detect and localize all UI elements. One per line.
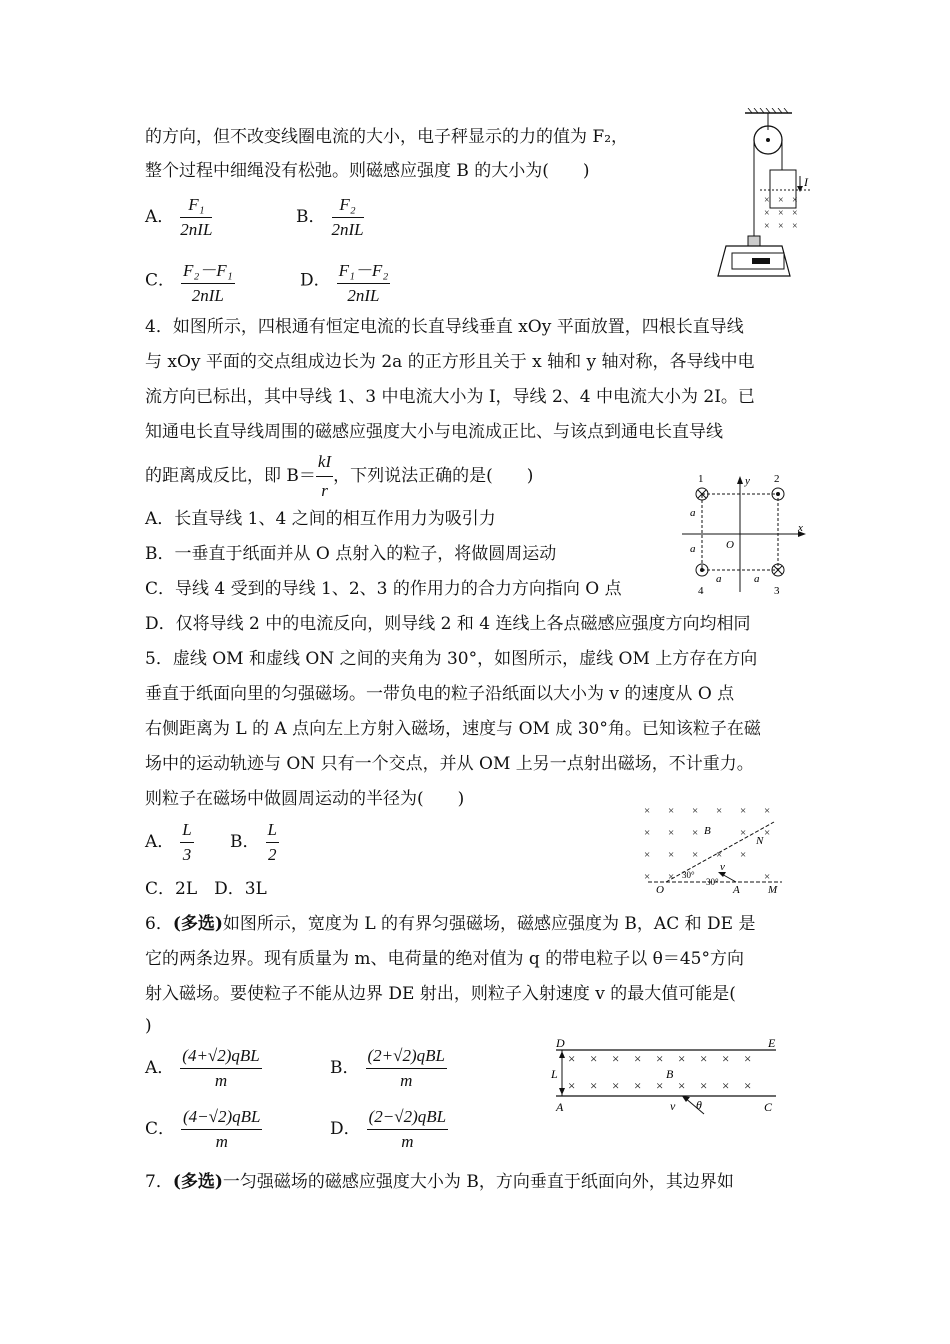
q5-line-4: 场中的运动轨迹与 ON 只有一个交点，并从 OM 上另一点射出磁场，不计重力。: [145, 754, 754, 774]
q5-line-5: 则粒子在磁场中做圆周运动的半径为( ): [145, 789, 465, 809]
svg-text:×: ×: [716, 849, 723, 861]
svg-text:a: a: [716, 573, 722, 585]
svg-text:×: ×: [744, 1051, 752, 1066]
svg-text:2: 2: [774, 473, 780, 485]
q5-option-b: B． $\frac{L}{2}$: [230, 820, 277, 864]
svg-text:×: ×: [634, 1051, 642, 1066]
q5-option-a: A． $\frac{L}{3}$: [145, 820, 192, 864]
svg-text:×: ×: [764, 827, 771, 839]
q5-options-cd: C．2L D．3L: [145, 879, 267, 899]
q4-line-5: 的距离成反比，即 B＝ $\frac{kI}{r}$ ，下列说法正确的是( ): [145, 452, 534, 500]
q5-line-2: 垂直于纸面向里的匀强磁场。一带负电的粒子沿纸面以大小为 v 的速度从 O 点: [145, 684, 735, 704]
q7-line-1: 7．(多选)一匀强磁场的磁感应强度大小为 B，方向垂直于纸面向外，其边界如: [145, 1172, 734, 1192]
q4-line-4: 知通电长直导线周围的磁感应强度大小与电流成正比、与该点到通电长直导线: [145, 422, 723, 442]
svg-text:30°: 30°: [682, 870, 695, 880]
svg-text:O: O: [726, 539, 734, 551]
q4-figure: [680, 472, 810, 600]
q4-line-3: 流方向已标出，其中导线 1、3 中电流大小为 I，导线 2、4 中电流大小为 2I。已: [145, 387, 755, 407]
svg-text:×: ×: [778, 195, 784, 206]
svg-text:L: L: [551, 1067, 558, 1081]
q3-option-b: B． $\frac{\text{F₂}}{\text{2nIL}}$: [296, 195, 364, 239]
svg-text:×: ×: [764, 195, 770, 206]
svg-text:×: ×: [764, 805, 771, 817]
svg-text:×: ×: [700, 1078, 708, 1093]
svg-text:×: ×: [792, 221, 798, 232]
q6-option-a: A． $\frac{\text{(4+√2)qBL}}{m}$: [145, 1046, 260, 1090]
svg-text:×: ×: [634, 1078, 642, 1093]
svg-text:×: ×: [656, 1078, 664, 1093]
q6-line-1: 6．(多选)如图所示，宽度为 L 的有界匀强磁场，磁感应强度为 B，AC 和 DE 是: [145, 914, 756, 934]
q6-option-d: D． $\frac{\text{(2−√2)qBL}}{m}$: [330, 1107, 447, 1151]
svg-text:D: D: [556, 1036, 565, 1050]
q6-option-b: B． $\frac{\text{(2+√2)qBL}}{m}$: [330, 1046, 445, 1090]
svg-text:×: ×: [778, 208, 784, 219]
svg-text:×: ×: [644, 805, 651, 817]
q5-line-3: 右侧距离为 L 的 A 点向左上方射入磁场，速度与 OM 成 30°角。已知该粒子在磁: [145, 719, 761, 739]
svg-text:A: A: [733, 884, 740, 896]
svg-text:×: ×: [668, 827, 675, 839]
q4-line-2: 与 xOy 平面的交点组成边长为 2a 的正方形且关于 x 轴和 y 轴对称，各导线中电: [145, 352, 755, 372]
svg-text:×: ×: [590, 1051, 598, 1066]
svg-text:C: C: [764, 1100, 773, 1114]
svg-text:×: ×: [700, 1051, 708, 1066]
q6-line-2: 它的两条边界。现有质量为 m、电荷量的绝对值为 q 的带电粒子以 θ＝45°方向: [145, 949, 744, 969]
q4-option-b: B．一垂直于纸面并从 O 点射入的粒子，将做圆周运动: [145, 544, 557, 564]
svg-text:3: 3: [774, 585, 780, 597]
svg-text:×: ×: [778, 221, 784, 232]
q5-figure: [640, 800, 790, 896]
svg-text:×: ×: [668, 805, 675, 817]
svg-text:B: B: [704, 825, 711, 837]
svg-text:×: ×: [678, 1051, 686, 1066]
q6-option-c: C． $\frac{\text{(4−√2)qBL}}{m}$: [145, 1107, 261, 1151]
svg-text:×: ×: [656, 1051, 664, 1066]
svg-text:a: a: [754, 573, 760, 585]
svg-text:×: ×: [644, 871, 651, 883]
svg-text:×: ×: [692, 849, 699, 861]
svg-text:×: ×: [612, 1078, 620, 1093]
svg-text:1: 1: [698, 473, 704, 485]
q5-line-1: 5．虚线 OM 和虚线 ON 之间的夹角为 30°，如图所示，虚线 OM 上方存在方向: [145, 649, 758, 669]
svg-text:×: ×: [764, 208, 770, 219]
q4-option-d: D．仅将导线 2 中的电流反向，则导线 2 和 4 连线上各点磁感应强度方向均相同: [145, 614, 751, 634]
svg-text:a: a: [690, 543, 696, 555]
svg-text:×: ×: [722, 1078, 730, 1093]
q4-option-a: A．长直导线 1、4 之间的相互作用力为吸引力: [145, 509, 496, 529]
svg-text:O: O: [656, 884, 664, 896]
svg-text:×: ×: [644, 827, 651, 839]
svg-text:×: ×: [692, 827, 699, 839]
q4-option-c: C．导线 4 受到的导线 1、2、3 的作用力的合力方向指向 O 点: [145, 579, 622, 599]
svg-text:×: ×: [612, 1051, 620, 1066]
svg-text:×: ×: [722, 1051, 730, 1066]
q3-option-c: C． $\frac{\text{F₂－F₁}}{\text{2nIL}}$: [145, 256, 235, 306]
svg-text:×: ×: [644, 849, 651, 861]
svg-text:×: ×: [692, 805, 699, 817]
svg-text:v: v: [720, 861, 725, 873]
svg-text:×: ×: [792, 208, 798, 219]
svg-text:×: ×: [740, 805, 747, 817]
q3-line-1: 的方向，但不改变线圈电流的大小，电子秤显示的力的值为 F₂，: [145, 127, 629, 147]
svg-text:v: v: [670, 1099, 676, 1113]
q3-option-a: A． $\frac{\text{F₁}}{\text{2nIL}}$: [145, 195, 213, 239]
svg-text:x: x: [798, 522, 803, 534]
svg-text:×: ×: [744, 1078, 752, 1093]
svg-text:a: a: [690, 507, 696, 519]
svg-text:×: ×: [764, 221, 770, 232]
svg-text:×: ×: [740, 827, 747, 839]
svg-text:×: ×: [764, 871, 771, 883]
wire-1-into-page: [696, 488, 708, 500]
q6-line-4: ): [145, 1016, 152, 1036]
svg-text:×: ×: [568, 1078, 576, 1093]
svg-text:×: ×: [668, 849, 675, 861]
q3-option-d: D． $\frac{\text{F₁－F₂}}{\text{2nIL}}$: [300, 256, 390, 306]
svg-text:M: M: [768, 884, 778, 896]
svg-text:y: y: [745, 475, 750, 487]
q3-current-label: I: [804, 175, 808, 189]
svg-text:×: ×: [792, 195, 798, 206]
svg-text:×: ×: [668, 871, 675, 883]
svg-text:×: ×: [716, 805, 723, 817]
q3-figure: [712, 108, 822, 283]
svg-text:4: 4: [698, 585, 704, 597]
q3-line-2: 整个过程中细绳没有松弛。则磁感应强度 B 的大小为( ): [145, 161, 590, 181]
svg-text:A: A: [556, 1100, 564, 1114]
svg-text:×: ×: [568, 1051, 576, 1066]
q6-line-3: 射入磁场。要使粒子不能从边界 DE 射出，则粒子入射速度 v 的最大值可能是(: [145, 984, 736, 1004]
svg-text:B: B: [666, 1067, 674, 1081]
q6-figure: [548, 1034, 784, 1116]
svg-text:N: N: [756, 835, 764, 847]
svg-text:30°: 30°: [706, 877, 719, 887]
svg-text:θ: θ: [696, 1098, 702, 1112]
svg-text:×: ×: [590, 1078, 598, 1093]
svg-text:E: E: [768, 1036, 776, 1050]
svg-text:×: ×: [740, 849, 747, 861]
svg-text:×: ×: [678, 1078, 686, 1093]
q4-line-1: 4．如图所示，四根通有恒定电流的长直导线垂直 xOy 平面放置，四根长直导线: [145, 317, 744, 337]
